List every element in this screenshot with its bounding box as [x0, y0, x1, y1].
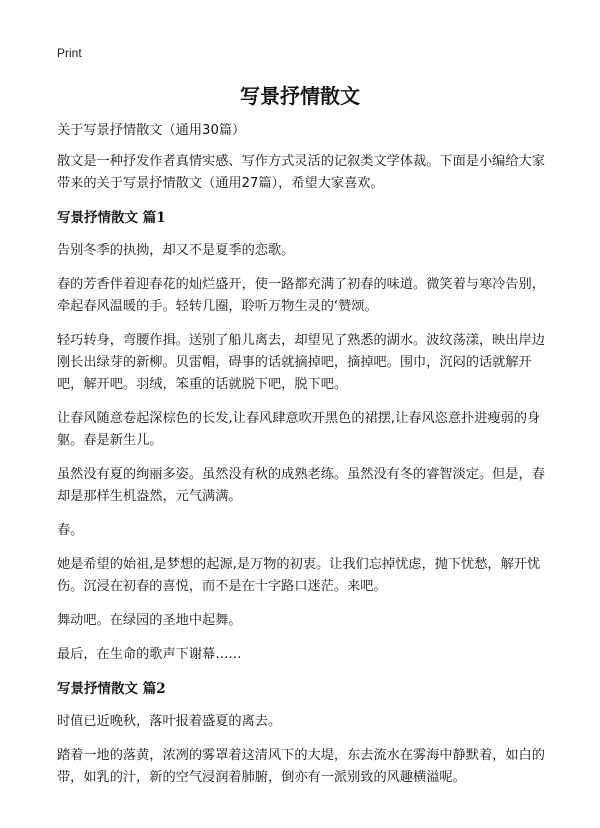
print-link[interactable]: Print — [57, 46, 82, 60]
paragraph: 春的芳香伴着迎春花的灿烂盛开，使一路都充满了初春的味道。微笑着与寒冷告别，牵起春风温暖的手。轻转几圈，聆听万物生灵的‘赞颂。 — [57, 277, 545, 314]
paragraph: 踏着一地的落黄，浓冽的雾罩着这清风下的大堤，东去流水在雾海中静默着，如白的带，如乳的汁，新的空气浸润着肺腑，倒亦有一派别致的风趣横溢呢。 — [57, 748, 545, 785]
paragraph: 时值已近晚秋，落叶报着盛夏的离去。 — [57, 714, 282, 729]
article-intro: 散文是一种抒发作者真情实感、写作方式灵活的记叙类文学体裁。下面是小编给大家带来的关于写景抒情散文（通用27篇），希望大家喜欢。 — [57, 154, 545, 191]
paragraph: 舞动吧。在绿园的圣地中起舞。 — [57, 613, 242, 628]
section-heading: 写景抒情散文 篇1 — [57, 210, 166, 226]
page-title: 写景抒情散文 — [240, 84, 360, 108]
paragraph: 春。 — [57, 523, 84, 538]
paragraph: 告别冬季的执拗，却又不是夏季的恋歌。 — [57, 243, 295, 258]
section-heading: 写景抒情散文 篇2 — [57, 681, 166, 697]
paragraph: 虽然没有夏的绚丽多姿。虽然没有秋的成熟老练。虽然没有冬的睿智淡定。但是，春却是那样生机盎然，元气满满。 — [57, 467, 545, 504]
article-subtitle: 关于写景抒情散文（通用30篇） — [57, 123, 246, 138]
article-body — [57, 120, 547, 801]
paragraph: 最后，在生命的歌声下谢幕…… — [57, 647, 242, 662]
paragraph: 轻巧转身，弯腰作揖。送别了船儿离去，却望见了熟悉的湖水。波纹荡漾，映出岸边刚长出绿芽的新柳。贝雷帽，碍事的话就摘掉吧，摘掉吧。围巾，沉闷的话就解开吧，解开吧。羽绒，笨重的话就脱下吧，脱下吧。 — [57, 333, 545, 392]
paragraph: 让春风随意卷起深棕色的长发,让春风肆意吹开黑色的裙摆,让春风恣意扑进瘦弱的身躯。春是新生儿。 — [57, 411, 541, 448]
paragraph: 她是希望的始祖,是梦想的起源,是万物的初衷。让我们忘掉忧虑，抛下忧愁，解开忧伤。沉浸在初春的喜悦，而不是在十字路口迷茫。来吧。 — [57, 557, 541, 594]
